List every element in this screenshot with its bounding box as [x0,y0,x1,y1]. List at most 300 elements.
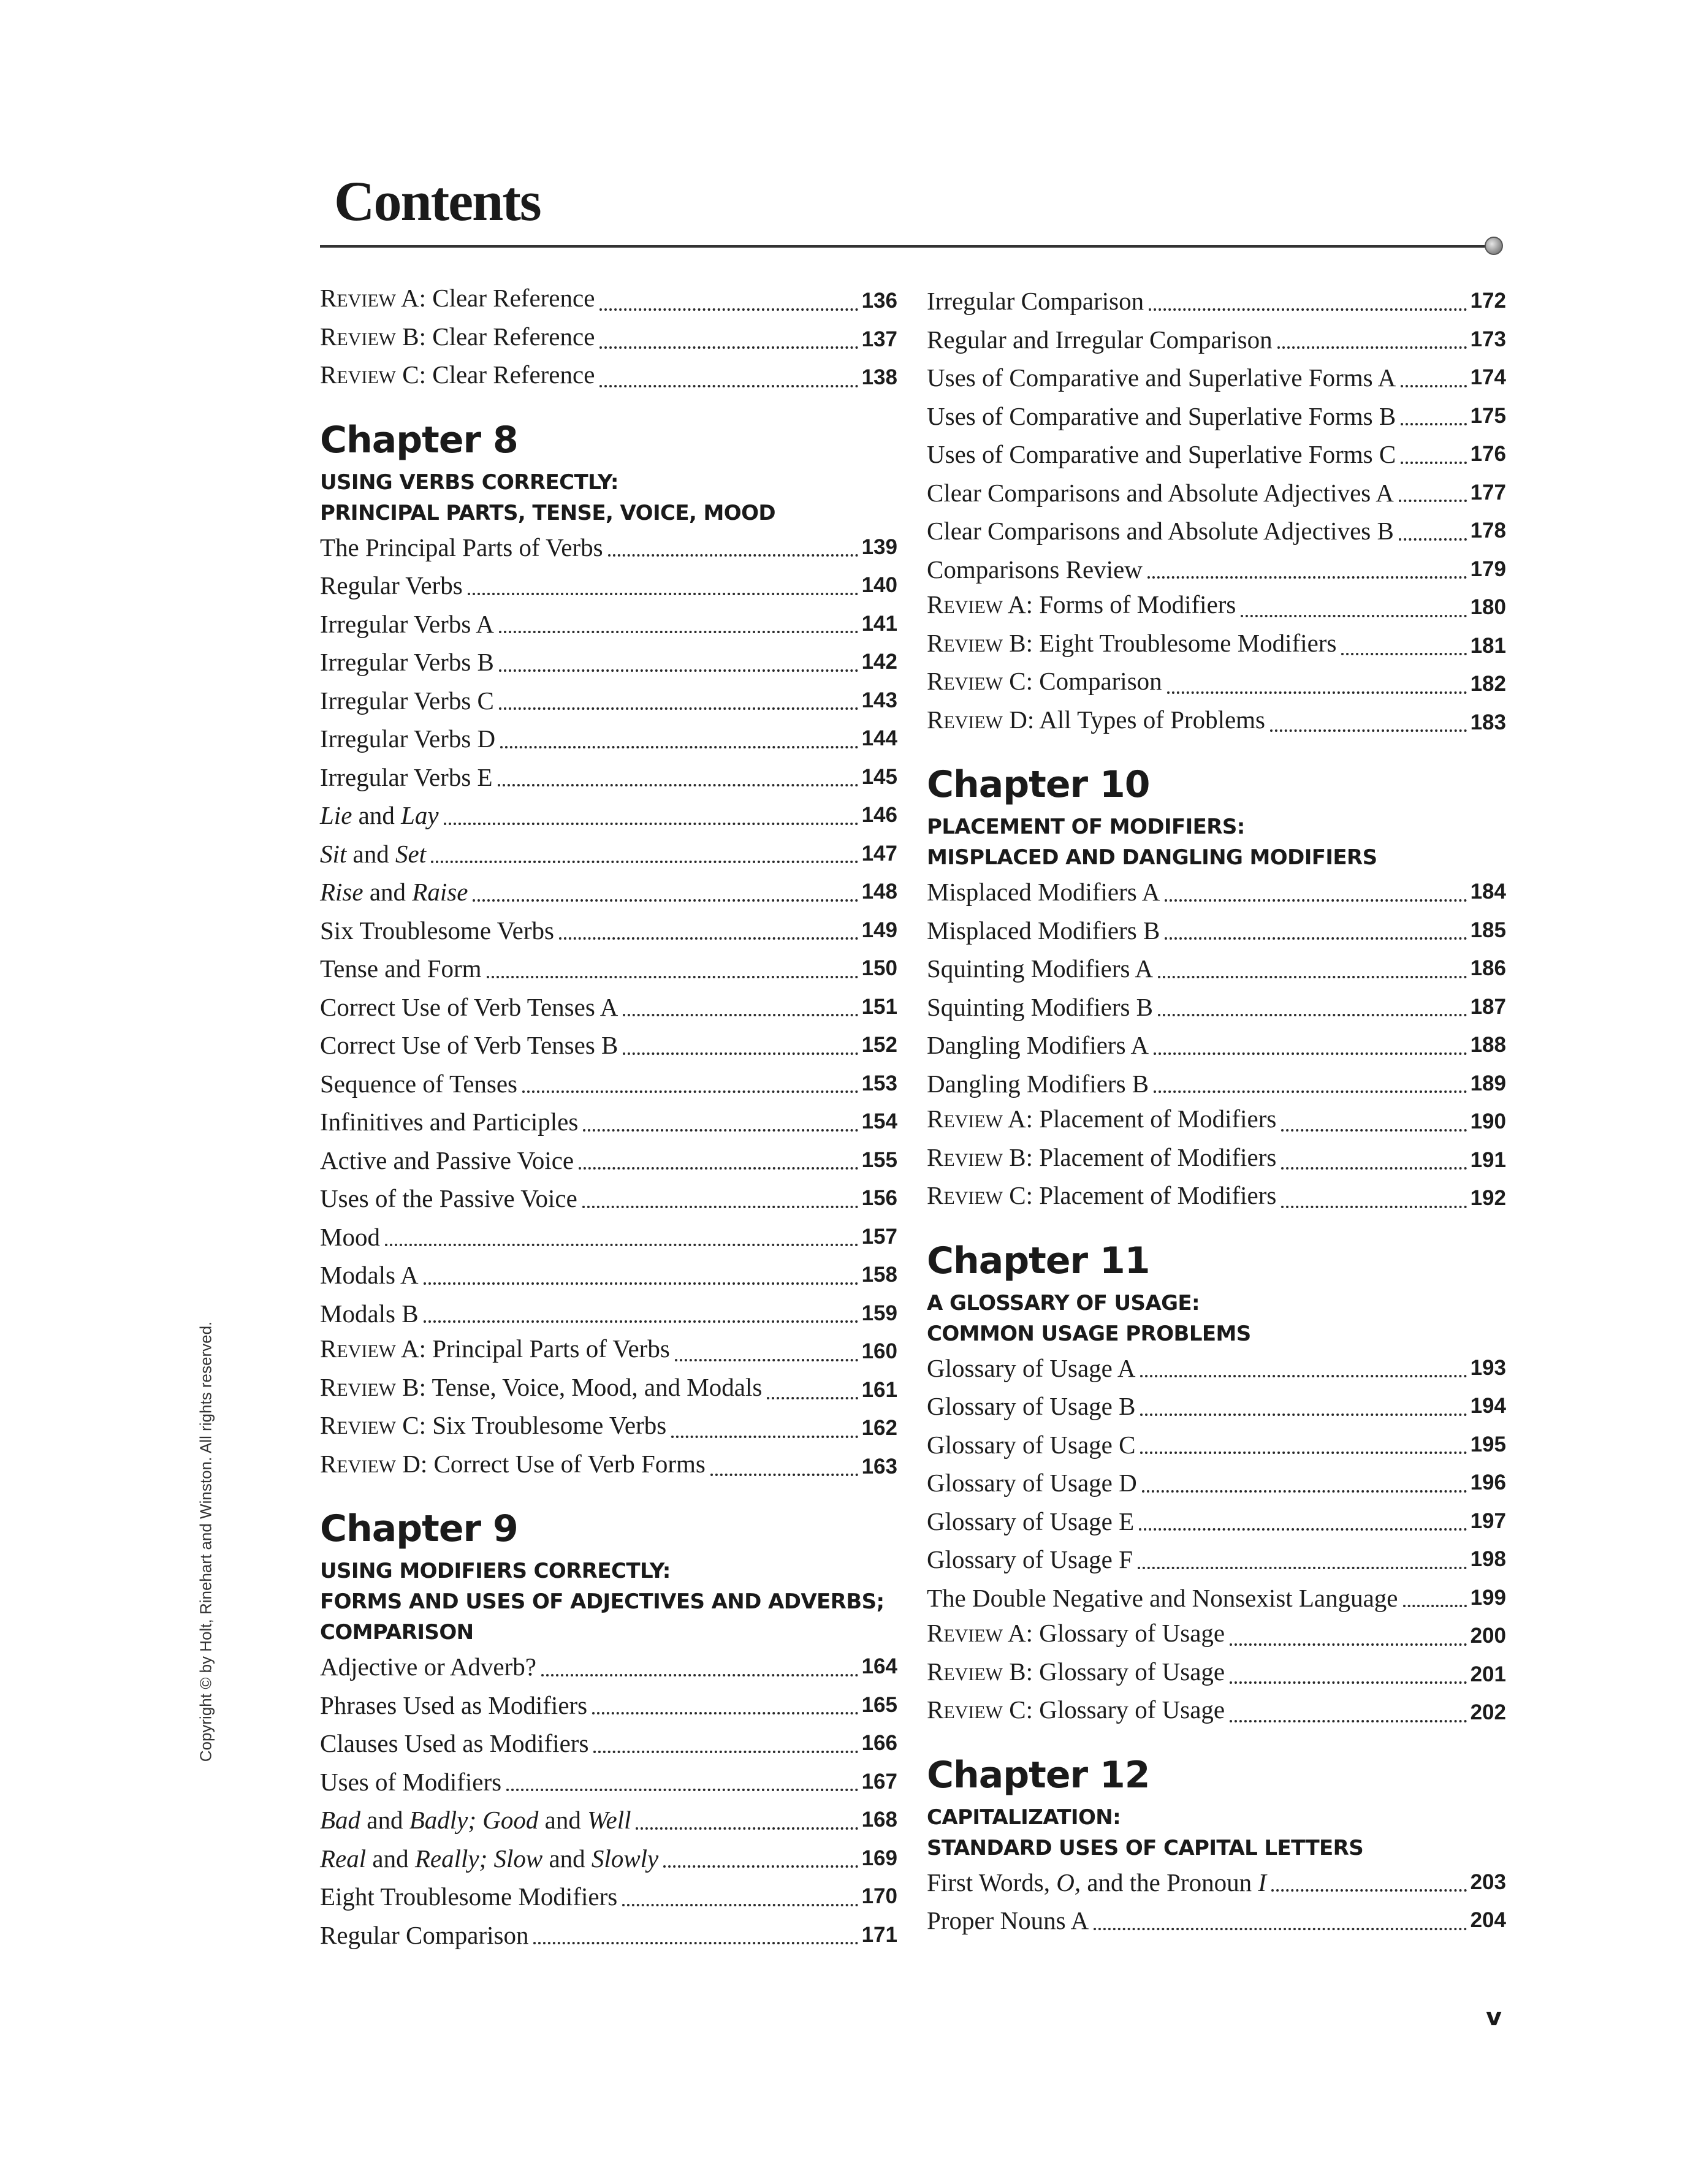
chapter-subtitle: COMMON USAGE PROBLEMS [927,1321,1251,1346]
dot-leader [1140,1410,1466,1416]
dot-leader [710,1470,858,1476]
entry-title [320,758,493,797]
entry-title [927,1614,1225,1656]
entry-title [320,1648,536,1686]
toc-entry[interactable] [320,1878,897,1916]
dot-leader [593,1747,858,1753]
dot-leader [499,704,858,710]
entry-title [927,397,1396,436]
chapter-subtitle: USING MODIFIERS CORRECTLY: [320,1559,671,1583]
entry-title [927,1100,1276,1141]
toc-entry[interactable] [320,1179,897,1218]
entry-title [320,1026,618,1065]
toc-entry[interactable] [927,1026,1506,1065]
entry-text: Uses of Comparative and Superlative Forms B [927,401,1396,430]
entry-page-number: 172 [1470,289,1506,313]
entry-text: First Words, [927,1868,1057,1897]
toc-entry[interactable] [320,911,897,950]
entry-text: B: Tense, Voice, Mood, and Modals [395,1372,763,1401]
entry-text: A: Forms of Modifiers [1002,590,1236,618]
entry-page-number: 151 [861,994,897,1019]
entry-page-number: 186 [1470,956,1506,980]
toc-entry[interactable] [320,1141,897,1180]
entry-italic-text: Real [320,1844,367,1873]
entry-text: Sequence of Tenses [320,1069,517,1098]
toc-entry[interactable] [320,1256,897,1295]
chapter-subtitle: PLACEMENT OF MODIFIERS: [927,815,1245,839]
toc-entry[interactable] [320,1409,897,1448]
entry-title [320,1840,658,1878]
toc-entry[interactable] [320,566,897,605]
dot-leader [1281,1125,1466,1132]
entry-title [927,321,1273,359]
entry-page-number: 179 [1470,557,1506,581]
dot-leader [499,666,858,672]
chapter-section [927,1753,1506,1940]
entry-page-number: 141 [861,611,897,636]
entry-page-number: 175 [1470,403,1506,428]
entry-smallcaps-text: EVIEW [943,712,1003,732]
entry-text: Correct Use of Verb Tenses A [320,992,618,1021]
entry-title [927,701,1265,742]
toc-entry[interactable] [320,1026,897,1065]
entry-page-number: 174 [1470,365,1506,389]
entry-page-number: 166 [861,1731,897,1755]
entry-text: Clauses Used as Modifiers [320,1729,589,1757]
toc-entry[interactable] [927,1349,1506,1388]
toc-entry[interactable] [320,1840,897,1878]
entry-text: Phrases Used as Modifiers [320,1691,588,1719]
toc-entry[interactable] [320,1916,897,1955]
entry-page-number: 203 [1470,1870,1506,1894]
dot-leader [1158,972,1467,978]
entry-page-number: 156 [861,1186,897,1210]
entry-page-number: 197 [1470,1509,1506,1533]
dot-leader [500,742,858,748]
toc-entry[interactable] [320,949,897,988]
entry-smallcaps-text: EVIEW [943,1626,1003,1646]
entry-page-number: 164 [861,1654,897,1678]
dot-leader [1230,1678,1466,1684]
entry-title [927,911,1160,950]
toc-entry[interactable] [927,474,1506,512]
entry-title [927,1863,1266,1902]
toc-column-right [927,282,1506,1940]
chapter-subtitle: STANDARD USES OF CAPITAL LETTERS [927,1835,1364,1860]
entry-smallcaps-initial: R [927,667,944,695]
entry-page-number: 163 [861,1454,897,1478]
dot-leader [541,1670,858,1676]
entry-page-number: 192 [1470,1186,1506,1210]
entry-text: Irregular Verbs A [320,609,494,638]
dot-leader [468,589,858,595]
entry-text: A: Glossary of Usage [1002,1619,1225,1647]
dot-leader [1165,934,1466,940]
entry-page-number: 150 [861,956,897,980]
toc-entry[interactable] [320,1686,897,1725]
entry-page-number: 140 [861,573,897,597]
entry-text: Glossary of Usage A [927,1353,1136,1382]
entry-text: and [352,801,401,829]
dot-leader [1140,1371,1466,1377]
dot-leader [592,1708,858,1714]
dot-leader [1270,726,1467,732]
dot-leader [424,1317,858,1323]
entry-italic-text: Slowly [591,1844,659,1873]
entry-page-number: 158 [861,1263,897,1287]
entry-page-number: 196 [1470,1471,1506,1494]
toc-entry[interactable] [320,1648,897,1686]
toc-entry[interactable] [927,1179,1506,1218]
entry-group [320,282,897,397]
toc-entry[interactable] [320,682,897,720]
dot-leader [622,1900,858,1906]
entry-smallcaps-text: EVIEW [337,367,396,387]
dot-leader [1399,496,1467,502]
toc-entry[interactable] [927,1141,1506,1180]
title-rule [320,245,1490,248]
entry-title [320,318,595,359]
dot-leader [1165,896,1466,902]
entry-italic-text: Sit [320,839,347,868]
dot-leader [671,1432,858,1438]
chapter-heading: Chapter 9 [320,1507,518,1550]
entry-page-number: 137 [861,327,897,351]
entry-text: D: Correct Use of Verb Forms [395,1449,706,1478]
dot-leader [1401,381,1466,387]
toc-entry[interactable] [927,1656,1506,1694]
entry-page-number: 189 [1470,1071,1506,1095]
toc-entry[interactable] [320,1801,897,1840]
dot-leader [582,1202,858,1208]
toc-entry[interactable] [320,282,897,321]
toc-entry[interactable] [320,1103,897,1141]
entry-page-number: 176 [1470,442,1506,466]
entry-text: and [363,878,413,906]
entry-page-number: 146 [861,803,897,827]
dot-leader [1341,649,1466,655]
entry-page-number: 198 [1470,1547,1506,1571]
entry-page-number: 194 [1470,1394,1506,1418]
dot-leader [1138,1563,1467,1569]
entry-smallcaps-initial: R [927,1619,944,1647]
entry-title [927,1540,1133,1579]
toc-entry[interactable] [927,704,1506,742]
dot-leader [424,1279,858,1285]
entry-text: Regular and Irregular Comparison [927,325,1273,354]
dot-leader [1403,1601,1467,1607]
entry-text: Correct Use of Verb Tenses B [320,1031,618,1059]
entry-page-number: 160 [861,1339,897,1363]
entry-text: Clear Comparisons and Absolute Adjectives B [927,517,1394,545]
toc-entry[interactable] [927,588,1506,627]
dot-leader [487,972,858,978]
dot-leader [583,1125,858,1132]
entry-title [927,662,1162,704]
entry-title [927,1691,1225,1732]
toc-entry[interactable] [320,1218,897,1257]
entry-text: D: All Types of Problems [1002,705,1266,734]
toc-entry[interactable] [320,988,897,1027]
entry-smallcaps-initial: R [927,1695,944,1724]
entry-page-number: 173 [1470,327,1506,351]
toc-entry[interactable] [320,796,897,835]
entry-title [320,911,554,950]
entry-text: Regular Comparison [320,1920,529,1949]
entry-page-number: 170 [861,1884,897,1908]
entry-text: Infinitives and Participles [320,1108,579,1136]
entry-title [927,1901,1089,1940]
entry-title [320,566,463,605]
chapter-subtitle: MISPLACED AND DANGLING MODIFIERS [927,845,1377,870]
toc-entry[interactable] [320,1763,897,1802]
entry-page-number: 143 [861,688,897,712]
entry-smallcaps-initial: R [927,1181,944,1209]
entry-text: Tense and Form [320,954,482,983]
toc-entry[interactable] [927,435,1506,474]
entry-text: Clear Comparisons and Absolute Adjectives A [927,478,1394,507]
toc-entry[interactable] [320,1065,897,1103]
entry-text: B: Placement of Modifiers [1002,1143,1277,1171]
entry-text: Misplaced Modifiers A [927,878,1160,906]
entry-italic-text: Rise [320,878,363,906]
entry-smallcaps-text: EVIEW [337,329,396,349]
entry-text: and [360,1806,409,1834]
toc-entry[interactable] [320,873,897,911]
entry-text: C: Placement of Modifiers [1002,1181,1277,1209]
entry-smallcaps-initial: R [320,1372,337,1401]
entry-text: and the Pronoun [1081,1868,1258,1897]
entry-page-number: 162 [861,1416,897,1440]
toc-entry[interactable] [320,321,897,359]
entry-title [320,1295,419,1333]
entry-page-number: 142 [861,650,897,674]
dot-leader [1139,1524,1466,1531]
entry-smallcaps-initial: R [927,1105,944,1133]
toc-entry[interactable] [320,758,897,797]
toc-entry[interactable] [927,1502,1506,1541]
entry-page-number: 139 [861,535,897,559]
entry-text: B: Clear Reference [395,322,595,351]
entry-text: A: Clear Reference [395,284,595,312]
entry-smallcaps-initial: R [927,1143,944,1171]
dot-leader [1401,458,1466,464]
entry-page-number: 201 [1470,1662,1506,1686]
entry-title [320,1801,631,1840]
entry-title [320,796,439,835]
entry-text: Irregular Comparison [927,287,1144,315]
entry-text: B: Glossary of Usage [1002,1657,1225,1686]
toc-entry[interactable] [320,1295,897,1333]
entry-page-number: 155 [861,1147,897,1172]
entry-title [320,528,603,567]
dot-leader [636,1824,858,1830]
entry-text: Active and Passive Voice [320,1146,574,1174]
toc-entry[interactable] [927,665,1506,704]
toc-entry[interactable] [320,1333,897,1371]
entry-smallcaps-text: EVIEW [943,597,1003,617]
toc-entry[interactable] [927,282,1506,321]
toc-entry[interactable] [927,1426,1506,1464]
toc-entry[interactable] [927,1464,1506,1502]
entry-page-number: 171 [861,1922,897,1947]
toc-entry[interactable] [320,605,897,644]
entry-title [320,1916,528,1955]
toc-entry[interactable] [927,1694,1506,1732]
dot-leader [473,896,858,902]
entry-title [927,1026,1149,1065]
toc-entry[interactable] [927,911,1506,950]
entry-page-number: 185 [1470,918,1506,942]
chapter-heading: Chapter 8 [320,418,518,462]
entry-text: The Principal Parts of Verbs [320,533,603,561]
toc-entry[interactable] [927,550,1506,589]
entry-smallcaps-text: EVIEW [337,291,396,311]
entry-italic-text: Bad [320,1806,361,1834]
entry-title [927,1065,1149,1103]
entry-title [927,624,1336,666]
entry-title [320,1406,666,1448]
entry-text: and [346,839,395,868]
entry-smallcaps-initial: R [320,1449,337,1478]
dot-leader [1401,419,1466,425]
dot-leader [1241,611,1466,617]
entry-smallcaps-text: EVIEW [943,1664,1003,1684]
toc-entry[interactable] [927,627,1506,666]
entry-text: Proper Nouns A [927,1906,1089,1935]
entry-text: Misplaced Modifiers B [927,916,1160,945]
entry-text: Irregular Verbs C [320,686,494,715]
toc-entry[interactable] [320,1371,897,1410]
entry-text: Mood [320,1222,380,1251]
entry-page-number: 145 [861,764,897,789]
entry-title [927,1653,1225,1694]
toc-entry[interactable] [320,1724,897,1763]
entry-title [320,1256,419,1295]
toc-entry[interactable] [927,873,1506,911]
toc-entry[interactable] [927,397,1506,436]
dot-leader [506,1785,858,1791]
entry-text: and [542,1844,592,1873]
entry-italic-text: O, [1056,1868,1081,1897]
toc-entry[interactable] [320,528,897,567]
entry-page-number: 153 [861,1071,897,1095]
entry-smallcaps-initial: R [320,360,337,389]
entry-text: Irregular Verbs B [320,648,494,676]
dot-leader [599,343,858,349]
toc-entry[interactable] [320,835,897,873]
entry-title [927,550,1143,589]
entry-title [320,1218,380,1257]
chapter-subtitle: FORMS AND USES OF ADJECTIVES AND ADVERBS; [320,1589,885,1614]
entry-italic-text: Really; Slow [414,1844,543,1873]
entry-page-number: 180 [1470,595,1506,619]
dot-leader [579,1163,858,1170]
entry-page-number: 161 [861,1377,897,1402]
entry-text: Modals A [320,1261,419,1289]
entry-smallcaps-text: EVIEW [943,635,1003,656]
rule-end-dot-icon [1485,237,1503,255]
toc-entry[interactable] [927,1387,1506,1426]
entry-smallcaps-initial: R [927,590,944,618]
toc-entry[interactable] [927,1540,1506,1579]
entry-page-number: 165 [861,1692,897,1717]
toc-entry[interactable] [927,1065,1506,1103]
dot-leader [608,550,858,557]
entry-italic-text: Lay [401,801,439,829]
toc-entry[interactable] [927,512,1506,550]
toc-entry[interactable] [320,359,897,397]
toc-entry[interactable] [927,1617,1506,1656]
entry-title [320,356,595,397]
entry-title [927,1426,1135,1464]
entry-page-number: 144 [861,726,897,750]
toc-entry[interactable] [927,1863,1506,1902]
entry-title [927,949,1153,988]
toc-entry[interactable] [927,1103,1506,1141]
entry-text: The Double Negative and Nonsexist Language [927,1583,1398,1612]
toc-entry[interactable] [320,1448,897,1486]
entry-text: Modals B [320,1299,419,1328]
entry-text: Eight Troublesome Modifiers [320,1882,618,1911]
entry-text: and [366,1844,415,1873]
entry-page-number: 167 [861,1769,897,1794]
dot-leader [1154,1049,1466,1055]
toc-entry[interactable] [927,1579,1506,1618]
entry-title [320,1103,578,1141]
toc-entry[interactable] [927,988,1506,1027]
toc-entry[interactable] [320,720,897,758]
entry-smallcaps-initial: R [927,705,944,734]
dot-leader [623,1010,858,1016]
entry-page-number: 204 [1470,1908,1506,1932]
toc-entry[interactable] [927,359,1506,397]
chapter-subtitle: USING VERBS CORRECTLY: [320,470,618,495]
entry-smallcaps-text: EVIEW [337,1341,396,1361]
entry-italic-text: Set [395,839,427,868]
dot-leader [1167,688,1467,694]
entry-smallcaps-text: EVIEW [337,1379,396,1400]
toc-entry[interactable] [927,949,1506,988]
entry-text: Glossary of Usage D [927,1469,1137,1497]
entry-title [927,1176,1276,1218]
toc-entry[interactable] [927,321,1506,359]
entry-text: Uses of Comparative and Superlative Forms C [927,440,1396,468]
entry-title [927,359,1396,397]
entry-title [927,435,1396,474]
entry-page-number: 183 [1470,710,1506,734]
entry-title [320,1141,574,1180]
entry-page-number: 154 [861,1109,897,1133]
dot-leader [599,381,858,387]
toc-entry[interactable] [320,643,897,682]
dot-leader [623,1049,858,1055]
entry-text: Glossary of Usage E [927,1507,1135,1535]
entry-text: B: Eight Troublesome Modifiers [1002,628,1337,657]
entry-smallcaps-text: EVIEW [943,1149,1003,1170]
entry-page-number: 190 [1470,1109,1506,1133]
entry-smallcaps-text: EVIEW [943,674,1003,694]
chapter-subtitle: CAPITALIZATION: [927,1805,1121,1830]
dot-leader [1147,573,1467,579]
entry-text: A: Principal Parts of Verbs [395,1334,670,1363]
dot-leader [767,1393,858,1399]
toc-entry[interactable] [927,1901,1506,1940]
entry-title [320,988,618,1027]
dot-leader [522,1087,858,1093]
chapter-subtitle: COMPARISON [320,1620,474,1645]
entry-page-number: 169 [861,1846,897,1870]
